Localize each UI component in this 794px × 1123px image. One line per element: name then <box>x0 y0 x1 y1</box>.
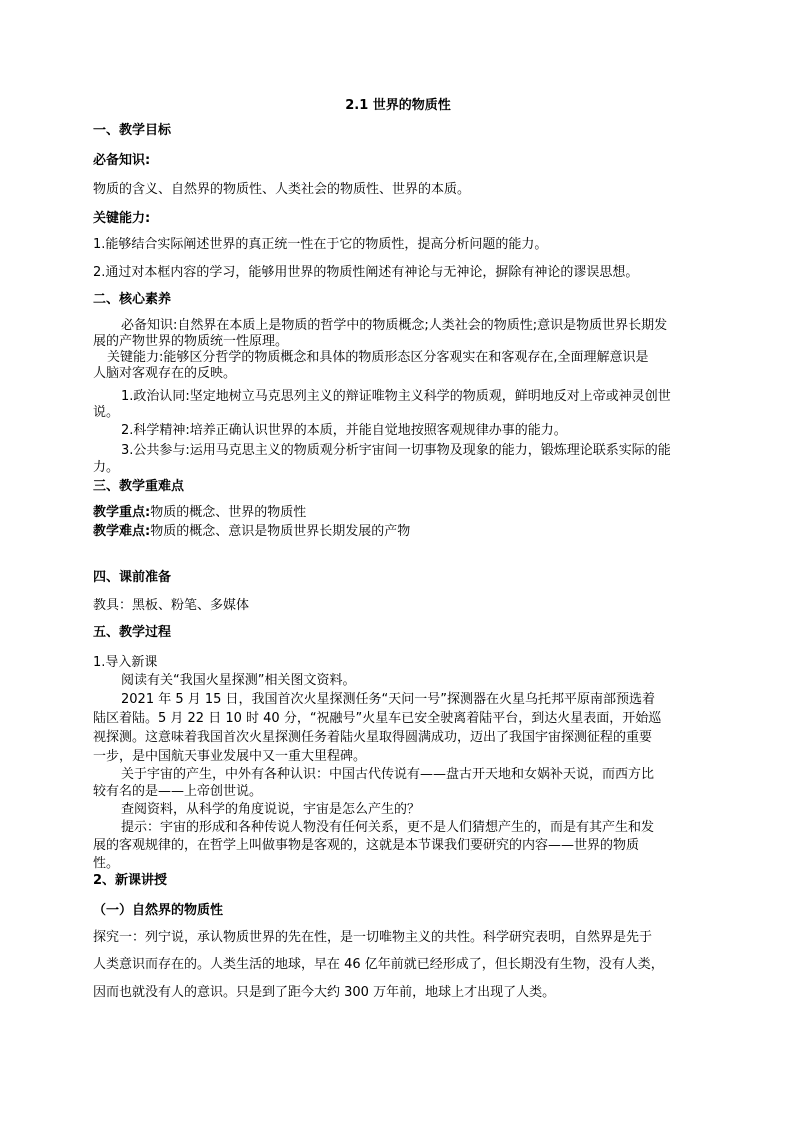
section-heading-goals: 一、教学目标 <box>93 123 172 138</box>
teaching-focus-label: 教学重点: <box>93 505 151 520</box>
required-knowledge-label: 必备知识: <box>93 153 151 168</box>
universe-para-line-2: 较有名的是——上帝创世说。 <box>93 784 263 799</box>
page-title: 2.1 世界的物质性 <box>345 98 451 113</box>
key-ability-item-2: 2.通过对本框内容的学习，能够用世界的物质性阐述有神论与无神论，摒除有神论的谬误思想。 <box>93 265 639 280</box>
section-heading-focus: 三、教学重难点 <box>93 479 185 494</box>
teaching-tools: 教具：黑板、粉笔、多媒体 <box>93 598 250 613</box>
required-knowledge-text: 物质的含义、自然界的物质性、人类社会的物质性、世界的本质。 <box>93 182 471 197</box>
section-heading-literacy: 二、核心素养 <box>93 292 172 307</box>
literacy-para-1-line-1: 必备知识:自然界在本质上是物质的哲学中的物质概念;人类社会的物质性;意识是物质世界长期发 <box>121 318 668 333</box>
literacy-para-3-line-1: 1.政治认同:坚定地树立马克思列主义的辩证唯物主义科学的物质观，鲜明地反对上帝或神灵创世 <box>121 389 671 404</box>
section-heading-process: 五、教学过程 <box>93 625 172 640</box>
step-1-heading: 1.导入新课 <box>93 655 158 670</box>
explore-1-line-1: 探究一：列宁说，承认物质世界的先在性，是一切唯物主义的共性。科学研究表明，自然界是先于 <box>93 930 653 945</box>
teaching-difficulty-line <box>93 524 410 540</box>
key-ability-label: 关键能力: <box>93 211 151 226</box>
literacy-para-1-line-2: 展的产物世界的物质统一性原理。 <box>93 334 289 349</box>
hint-para-line-2: 展的客观规律的，在哲学上叫做事物是客观的，这就是本节课我们要研究的内容——世界的物质 <box>93 838 640 853</box>
question-line: 查阅资料，从科学的角度说说，宇宙是怎么产生的？ <box>121 802 421 817</box>
section-heading-preparation: 四、课前准备 <box>93 570 172 585</box>
mars-para-line-3: 视探测。这意味着我国首次火星探测任务着陆火星取得圆满成功，迈出了我国宇宙探测征程的重要 <box>93 730 653 745</box>
teaching-focus-line <box>93 505 306 521</box>
literacy-para-5-line-2: 力。 <box>93 460 120 475</box>
mars-para-line-2: 陆区着陆。5 月 22 日 10 时 40 分，“祝融号”火星车已安全驶离着陆平台，到达火星表面，开始巡 <box>93 711 662 726</box>
teaching-difficulty-label: 教学难点: <box>93 524 151 539</box>
literacy-para-5-line-1: 3.公共参与:运用马克思主义的物质观分析宇宙间一切事物及现象的能力，锻炼理论联系实际的能 <box>121 443 671 458</box>
universe-para-line-1: 关于宇宙的产生，中外有各种认识：中国古代传说有——盘古开天地和女娲补天说，而西方比 <box>121 767 655 782</box>
hint-para-line-3: 性。 <box>93 856 120 871</box>
literacy-para-2-line-1: 关键能力:能够区分哲学的物质概念和具体的物质形态区分客观实在和客观存在,全面理解意识是 <box>107 350 649 365</box>
literacy-para-2-line-2: 人脑对客观存在的反映。 <box>93 366 237 381</box>
teaching-difficulty-text: 物质的概念、意识是物质世界长期发展的产物 <box>150 524 411 539</box>
intro-reading: 阅读有关“我国火星探测”相关图文资料。 <box>121 673 356 688</box>
step-2-heading: 2、新课讲授 <box>93 873 168 888</box>
teaching-focus-text: 物质的概念、世界的物质性 <box>150 505 307 520</box>
explore-1-line-3: 因而也就没有人的意识。只是到了距今大约 300 万年前，地球上才出现了人类。 <box>93 985 556 1000</box>
literacy-para-4: 2.科学精神:培养正确认识世界的本质，并能自觉地按照客观规律办事的能力。 <box>121 423 567 438</box>
subsection-nature: （一）自然界的物质性 <box>93 903 224 918</box>
literacy-para-3-line-2: 说。 <box>93 405 120 420</box>
key-ability-item-1: 1.能够结合实际阐述世界的真正统一性在于它的物质性，提高分析问题的能力。 <box>93 237 548 252</box>
hint-para-line-1: 提示：宇宙的形成和各种传说人物没有任何关系，更不是人们猜想产生的，而是有其产生和发 <box>121 820 655 835</box>
mars-para-line-4: 一步，是中国航天事业发展中又一重大里程碑。 <box>93 749 367 764</box>
explore-1-line-2: 人类意识而存在的。人类生活的地球，早在 46 亿年前就已经形成了，但长期没有生物，没有人类， <box>93 957 664 972</box>
mars-para-line-1: 2021 年 5 月 15 日，我国首次火星探测任务“天问一号”探测器在火星乌托邦平原南部预选着 <box>121 692 656 707</box>
